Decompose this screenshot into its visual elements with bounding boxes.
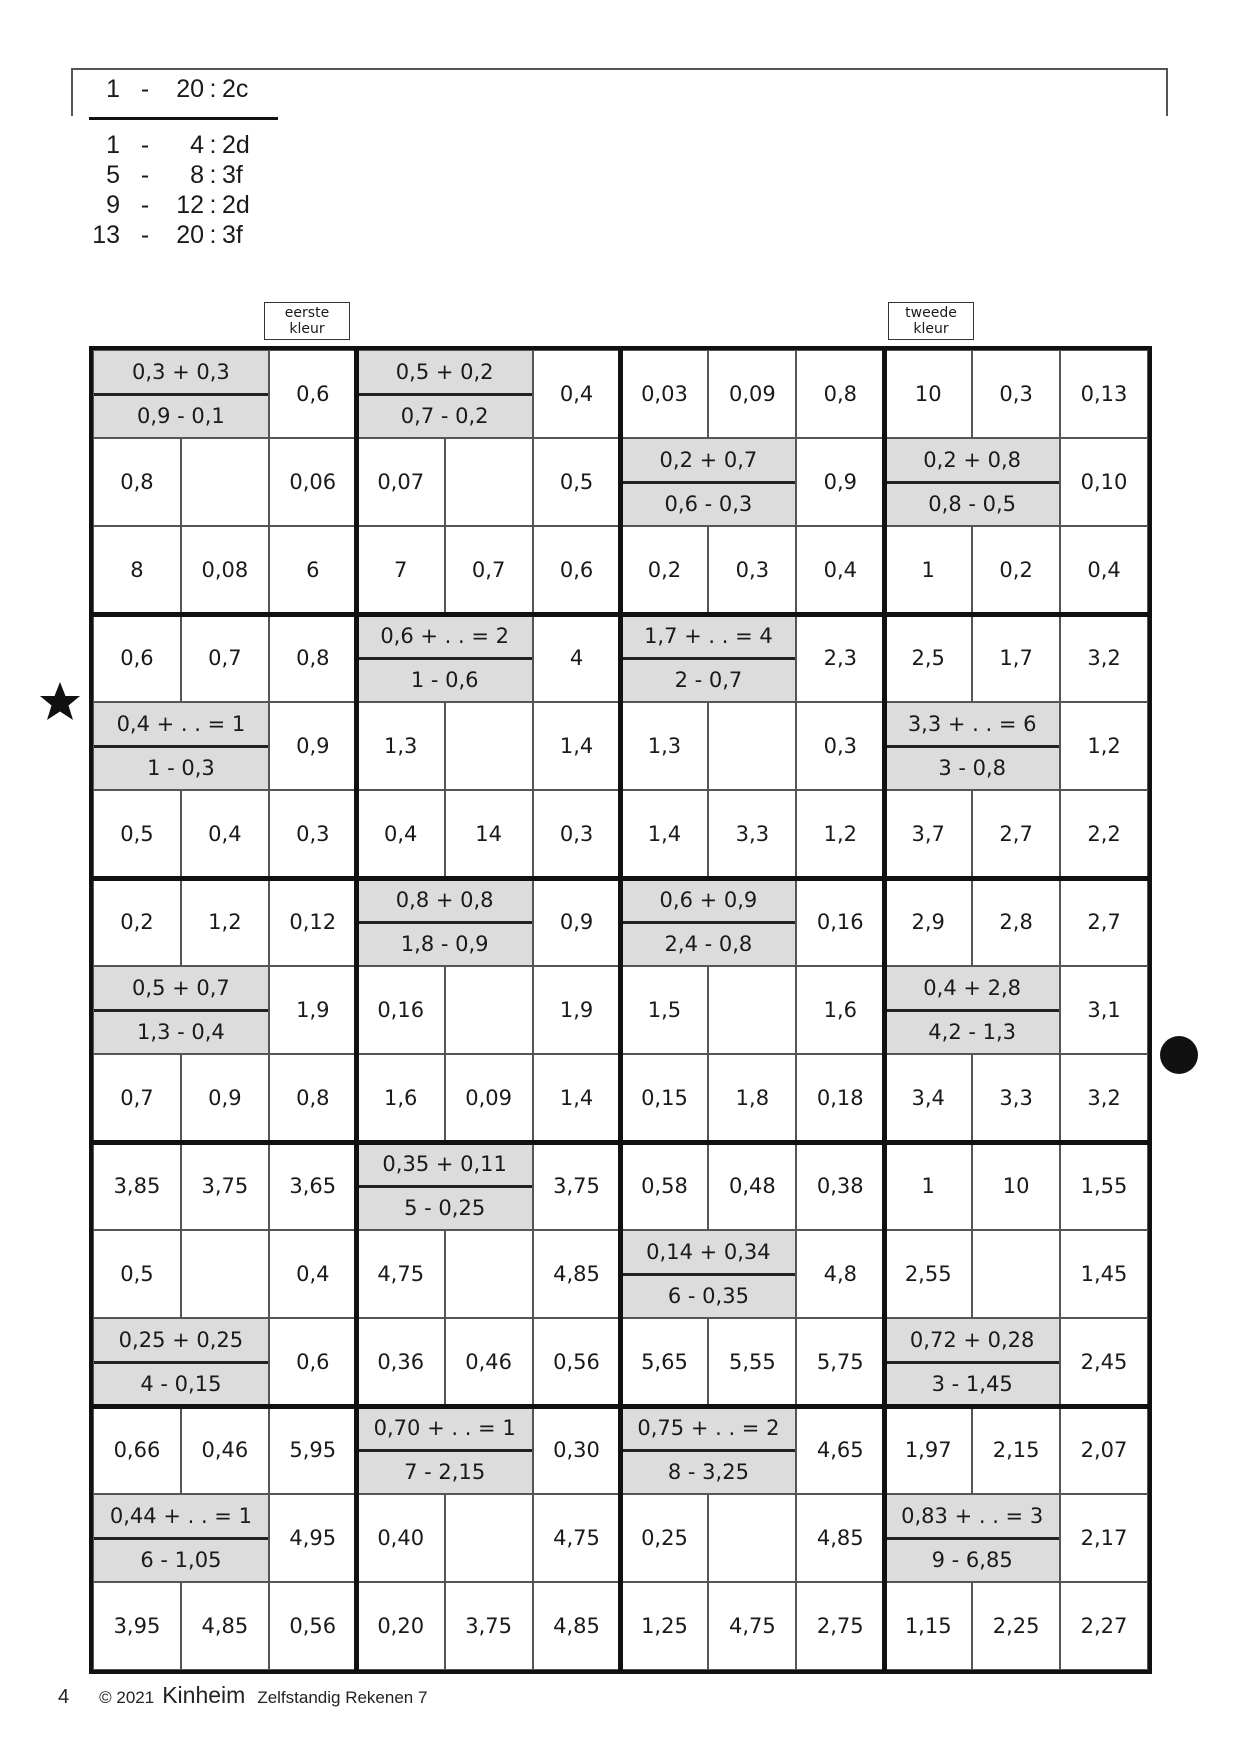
number-cell[interactable]: 4,75	[357, 1230, 445, 1318]
number-cell[interactable]: 0,09	[708, 350, 796, 438]
number-cell[interactable]: 2,45	[1060, 1318, 1148, 1406]
number-cell[interactable]: 1,6	[357, 1054, 445, 1142]
number-cell[interactable]: 0,36	[357, 1318, 445, 1406]
expression-bottom: 4 - 0,15	[140, 1372, 222, 1397]
sub-range: 9 - 12 : 2d	[106, 191, 250, 219]
number-cell[interactable]: 0,8	[93, 438, 181, 526]
number-cell[interactable]: 0,5	[533, 438, 621, 526]
number-cell[interactable]: 10	[972, 1142, 1060, 1230]
expression-cell[interactable]	[93, 350, 269, 438]
empty-cell[interactable]	[181, 1230, 269, 1318]
number-cell[interactable]: 3,2	[1060, 1054, 1148, 1142]
expression-cell[interactable]	[357, 350, 533, 438]
number-cell[interactable]: 1,4	[621, 790, 709, 878]
number-cell[interactable]: 2,3	[796, 614, 884, 702]
number-cell[interactable]: 0,9	[181, 1054, 269, 1142]
number-cell[interactable]: 0,20	[357, 1582, 445, 1670]
expression-top: 1,7 + . . = 4	[644, 623, 773, 648]
expression-cell[interactable]	[884, 966, 1060, 1054]
expression-bottom: 5 - 0,25	[404, 1196, 486, 1221]
expression-cell[interactable]	[93, 702, 269, 790]
expression-cell[interactable]	[621, 438, 797, 526]
expression-cell[interactable]	[884, 1494, 1060, 1582]
number-cell[interactable]: 1,9	[533, 966, 621, 1054]
number-cell[interactable]: 0,48	[708, 1142, 796, 1230]
number-cell[interactable]: 0,03	[621, 350, 709, 438]
expression-top: 0,75 + . . = 2	[637, 1415, 780, 1440]
number-cell[interactable]: 0,10	[1060, 438, 1148, 526]
number-cell[interactable]: 0,18	[796, 1054, 884, 1142]
number-cell[interactable]: 0,12	[269, 878, 357, 966]
puzzle-grid	[89, 346, 1152, 1674]
number-cell[interactable]: 4,85	[533, 1230, 621, 1318]
series-title: Zelfstandig Rekenen 7	[257, 1688, 428, 1707]
number-cell[interactable]: 4	[533, 614, 621, 702]
number-cell[interactable]: 0,07	[357, 438, 445, 526]
expression-bottom: 7 - 2,15	[404, 1460, 486, 1485]
number-cell[interactable]: 0,4	[181, 790, 269, 878]
expression-cell[interactable]	[93, 1318, 269, 1406]
header-box-top	[71, 68, 1168, 70]
block-divider-vertical	[882, 350, 887, 1670]
number-cell[interactable]: 3,75	[181, 1142, 269, 1230]
number-cell[interactable]: 4,85	[796, 1494, 884, 1582]
number-cell[interactable]: 0,8	[269, 1054, 357, 1142]
number-cell[interactable]: 0,4	[1060, 526, 1148, 614]
number-cell[interactable]: 0,8	[269, 614, 357, 702]
number-cell[interactable]: 10	[884, 350, 972, 438]
number-cell[interactable]: 0,5	[93, 790, 181, 878]
empty-cell[interactable]	[445, 1230, 533, 1318]
expression-cell[interactable]	[93, 1494, 269, 1582]
number-cell[interactable]: 0,56	[533, 1318, 621, 1406]
expression-top: 0,72 + 0,28	[909, 1327, 1035, 1352]
expression-cell[interactable]	[884, 438, 1060, 526]
expression-cell[interactable]	[621, 1230, 797, 1318]
expression-cell[interactable]	[357, 1142, 533, 1230]
number-cell[interactable]: 0,46	[445, 1318, 533, 1406]
expression-cell[interactable]	[357, 614, 533, 702]
empty-cell[interactable]	[445, 438, 533, 526]
number-cell[interactable]: 5,65	[621, 1318, 709, 1406]
expression-top: 0,5 + 0,2	[395, 359, 494, 384]
number-cell[interactable]: 2,27	[1060, 1582, 1148, 1670]
number-cell[interactable]: 0,4	[357, 790, 445, 878]
number-cell[interactable]: 6	[269, 526, 357, 614]
publisher-logo: Kinheim	[162, 1682, 246, 1708]
empty-cell[interactable]	[708, 702, 796, 790]
number-cell[interactable]: 3,75	[533, 1142, 621, 1230]
number-cell[interactable]: 0,3	[796, 702, 884, 790]
number-cell[interactable]: 3,2	[1060, 614, 1148, 702]
number-cell[interactable]: 1,4	[533, 702, 621, 790]
number-cell[interactable]: 0,6	[269, 350, 357, 438]
number-cell[interactable]: 0,6	[93, 614, 181, 702]
expression-top: 0,3 + 0,3	[132, 359, 230, 384]
number-cell[interactable]: 0,09	[445, 1054, 533, 1142]
number-cell[interactable]: 0,7	[445, 526, 533, 614]
block-divider-horizontal	[93, 1140, 1148, 1145]
block-divider-vertical	[354, 350, 359, 1670]
star-icon	[38, 680, 82, 724]
number-cell[interactable]: 0,9	[796, 438, 884, 526]
number-cell[interactable]: 0,30	[533, 1406, 621, 1494]
number-cell[interactable]: 2,75	[796, 1582, 884, 1670]
number-cell[interactable]: 2,5	[884, 614, 972, 702]
sub-range: 5 - 8 : 3f	[106, 161, 243, 189]
number-cell[interactable]: 2,9	[884, 878, 972, 966]
number-cell[interactable]: 3,95	[93, 1582, 181, 1670]
sub-range: 1 - 4 : 2d	[106, 131, 250, 159]
expression-bottom: 0,9 - 0,1	[137, 404, 225, 429]
number-cell[interactable]: 5,55	[708, 1318, 796, 1406]
number-cell[interactable]: 4,65	[796, 1406, 884, 1494]
expression-top: 0,5 + 0,7	[132, 975, 230, 1000]
expression-bottom: 0,8 - 0,5	[928, 492, 1017, 517]
number-cell[interactable]: 0,9	[269, 702, 357, 790]
number-cell[interactable]: 0,6	[533, 526, 621, 614]
number-cell[interactable]: 0,4	[269, 1230, 357, 1318]
number-cell[interactable]: 0,2	[972, 526, 1060, 614]
expression-top: 0,6 + 0,9	[659, 887, 758, 912]
number-cell[interactable]: 2,2	[1060, 790, 1148, 878]
number-cell[interactable]: 0,2	[93, 878, 181, 966]
number-cell[interactable]: 1,97	[884, 1406, 972, 1494]
header-box-left	[71, 68, 73, 116]
expression-cell[interactable]	[357, 1406, 533, 1494]
number-cell[interactable]: 1,2	[181, 878, 269, 966]
empty-cell[interactable]	[445, 702, 533, 790]
number-cell[interactable]: 0,4	[533, 350, 621, 438]
number-cell[interactable]: 0,8	[796, 350, 884, 438]
number-cell[interactable]: 1,8	[708, 1054, 796, 1142]
expression-bottom: 3 - 0,8	[938, 756, 1006, 781]
empty-cell[interactable]	[445, 1494, 533, 1582]
number-cell[interactable]: 3,3	[708, 790, 796, 878]
number-cell[interactable]: 3,65	[269, 1142, 357, 1230]
expression-bottom: 1,8 - 0,9	[400, 932, 489, 957]
number-cell[interactable]: 0,7	[181, 614, 269, 702]
number-cell[interactable]: 2,8	[972, 878, 1060, 966]
number-cell[interactable]: 2,25	[972, 1582, 1060, 1670]
number-cell[interactable]: 1	[884, 526, 972, 614]
number-cell[interactable]: 0,3	[972, 350, 1060, 438]
number-cell[interactable]: 3,75	[445, 1582, 533, 1670]
number-cell[interactable]: 1,9	[269, 966, 357, 1054]
expression-bottom: 0,6 - 0,3	[664, 492, 753, 517]
block-divider-horizontal	[93, 1404, 1148, 1409]
number-cell[interactable]: 1,15	[884, 1582, 972, 1670]
number-cell[interactable]: 0,13	[1060, 350, 1148, 438]
expression-top: 0,25 + 0,25	[118, 1327, 244, 1352]
empty-cell[interactable]	[972, 1230, 1060, 1318]
sub-range: 13 - 20 : 3f	[92, 221, 243, 249]
expression-top: 0,2 + 0,7	[659, 447, 758, 472]
expression-bottom: 2 - 0,7	[674, 668, 743, 693]
expression-top: 0,6 + . . = 2	[380, 623, 509, 648]
expression-bottom: 3 - 1,45	[931, 1372, 1013, 1397]
expression-cell[interactable]	[93, 966, 269, 1054]
empty-cell[interactable]	[708, 1494, 796, 1582]
number-cell[interactable]: 8	[93, 526, 181, 614]
number-cell[interactable]: 3,7	[884, 790, 972, 878]
number-cell[interactable]: 0,40	[357, 1494, 445, 1582]
number-cell[interactable]: 0,7	[93, 1054, 181, 1142]
footer	[58, 1682, 427, 1709]
number-cell[interactable]: 0,2	[621, 526, 709, 614]
block-divider-horizontal	[93, 612, 1148, 617]
number-cell[interactable]: 2,7	[972, 790, 1060, 878]
expression-top: 3,3 + . . = 6	[907, 711, 1037, 736]
expression-bottom: 9 - 6,85	[931, 1548, 1013, 1573]
empty-cell[interactable]	[445, 966, 533, 1054]
block-divider-horizontal	[93, 876, 1148, 881]
number-cell[interactable]: 0,4	[796, 526, 884, 614]
expression-bottom: 6 - 1,05	[140, 1548, 222, 1573]
dot-icon	[1160, 1036, 1198, 1074]
number-cell[interactable]: 0,3	[269, 790, 357, 878]
number-cell[interactable]: 0,6	[269, 1318, 357, 1406]
number-cell[interactable]: 1,3	[621, 702, 709, 790]
number-cell[interactable]: 0,06	[269, 438, 357, 526]
number-cell[interactable]: 3,1	[1060, 966, 1148, 1054]
expression-top: 0,8 + 0,8	[395, 887, 494, 912]
empty-cell[interactable]	[708, 966, 796, 1054]
expression-bottom: 0,7 - 0,2	[400, 404, 489, 429]
number-cell[interactable]: 4,85	[181, 1582, 269, 1670]
number-cell[interactable]: 5,75	[796, 1318, 884, 1406]
empty-cell[interactable]	[181, 438, 269, 526]
number-cell[interactable]: 2,7	[1060, 878, 1148, 966]
expression-cell[interactable]	[884, 702, 1060, 790]
number-cell[interactable]: 0,16	[357, 966, 445, 1054]
expression-cell[interactable]	[357, 878, 533, 966]
number-cell[interactable]: 4,85	[533, 1582, 621, 1670]
number-cell[interactable]: 0,56	[269, 1582, 357, 1670]
expression-top: 0,35 + 0,11	[382, 1151, 507, 1176]
number-cell[interactable]: 3,3	[972, 1054, 1060, 1142]
second-color-label: tweede kleur	[888, 302, 974, 340]
number-cell[interactable]: 1	[884, 1142, 972, 1230]
number-cell[interactable]: 1,2	[796, 790, 884, 878]
number-cell[interactable]: 0,15	[621, 1054, 709, 1142]
number-cell[interactable]: 1,3	[357, 702, 445, 790]
expression-bottom: 2,4 - 0,8	[664, 932, 753, 957]
number-cell[interactable]: 3,85	[93, 1142, 181, 1230]
expression-top: 0,44 + . . = 1	[109, 1503, 252, 1528]
copyright: © 2021	[99, 1688, 155, 1707]
number-cell[interactable]: 4,8	[796, 1230, 884, 1318]
expression-bottom: 1,3 - 0,4	[137, 1020, 225, 1045]
number-cell[interactable]: 0,9	[533, 878, 621, 966]
number-cell[interactable]: 0,5	[93, 1230, 181, 1318]
number-cell[interactable]: 5,95	[269, 1406, 357, 1494]
first-color-label: eerste kleur	[264, 302, 350, 340]
expression-bottom: 8 - 3,25	[667, 1460, 749, 1485]
expression-cell[interactable]	[621, 878, 797, 966]
number-cell[interactable]: 0,3	[708, 526, 796, 614]
expression-top: 0,4 + . . = 1	[116, 711, 246, 736]
number-cell[interactable]: 3,4	[884, 1054, 972, 1142]
expression-cell[interactable]	[621, 614, 797, 702]
number-cell[interactable]: 4,75	[708, 1582, 796, 1670]
number-cell[interactable]: 1,5	[621, 966, 709, 1054]
expression-top: 0,14 + 0,34	[646, 1239, 771, 1264]
expression-bottom: 6 - 0,35	[667, 1284, 749, 1309]
expression-bottom: 4,2 - 1,3	[928, 1020, 1017, 1045]
expression-bottom: 1 - 0,3	[147, 756, 215, 781]
main-range: 1 - 20 : 2c	[106, 75, 249, 103]
number-cell[interactable]: 2,55	[884, 1230, 972, 1318]
number-cell[interactable]: 0,08	[181, 526, 269, 614]
number-cell[interactable]: 0,46	[181, 1406, 269, 1494]
number-cell[interactable]: 0,25	[621, 1494, 709, 1582]
number-cell[interactable]: 1,2	[1060, 702, 1148, 790]
number-cell[interactable]: 0,38	[796, 1142, 884, 1230]
number-cell[interactable]: 2,17	[1060, 1494, 1148, 1582]
expression-top: 0,70 + . . = 1	[373, 1415, 516, 1440]
expression-top: 0,4 + 2,8	[923, 975, 1022, 1000]
number-cell[interactable]: 1,55	[1060, 1142, 1148, 1230]
expression-top: 0,83 + . . = 3	[901, 1503, 1044, 1528]
number-cell[interactable]: 4,75	[533, 1494, 621, 1582]
number-cell[interactable]: 7	[357, 526, 445, 614]
header-box-right	[1166, 68, 1168, 116]
number-cell[interactable]: 2,15	[972, 1406, 1060, 1494]
number-cell[interactable]: 0,58	[621, 1142, 709, 1230]
expression-cell[interactable]	[884, 1318, 1060, 1406]
expression-bottom: 1 - 0,6	[410, 668, 479, 693]
number-cell[interactable]: 4,95	[269, 1494, 357, 1582]
main-range-underline	[89, 117, 278, 120]
number-cell[interactable]: 0,3	[533, 790, 621, 878]
number-cell[interactable]: 1,7	[972, 614, 1060, 702]
number-cell[interactable]: 0,16	[796, 878, 884, 966]
expression-top: 0,2 + 0,8	[923, 447, 1022, 472]
expression-cell[interactable]	[621, 1406, 797, 1494]
number-cell[interactable]: 14	[445, 790, 533, 878]
page-number: 4	[58, 1686, 70, 1708]
number-cell[interactable]: 1,6	[796, 966, 884, 1054]
block-divider-vertical	[618, 350, 623, 1670]
number-cell[interactable]: 1,4	[533, 1054, 621, 1142]
number-cell[interactable]: 1,25	[621, 1582, 709, 1670]
number-cell[interactable]: 2,07	[1060, 1406, 1148, 1494]
number-cell[interactable]: 1,45	[1060, 1230, 1148, 1318]
number-cell[interactable]: 0,66	[93, 1406, 181, 1494]
